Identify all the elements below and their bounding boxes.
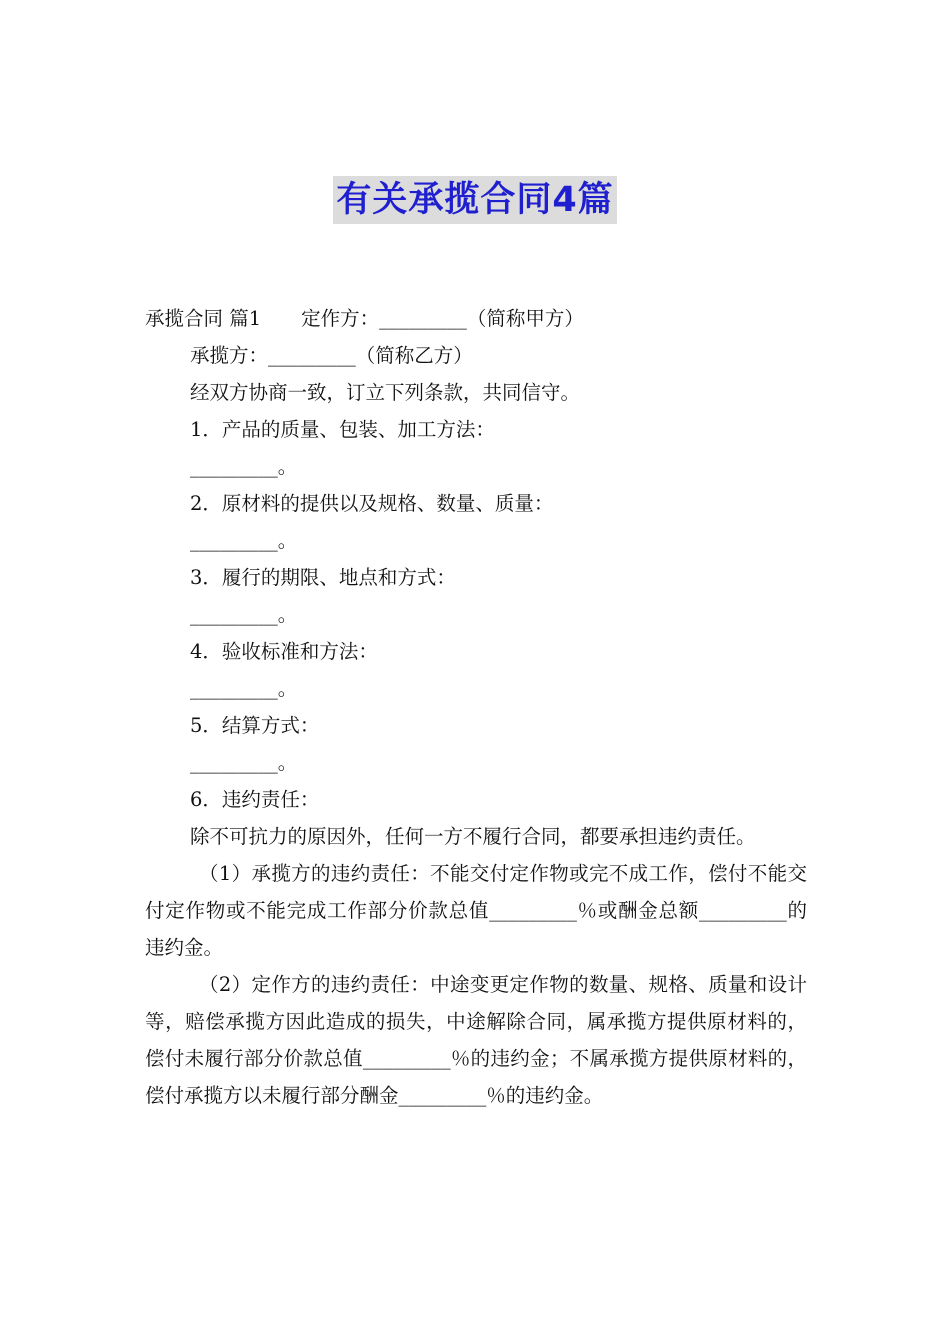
clause-4-blank: _________。: [190, 677, 298, 700]
line-heading-party-a: [145, 300, 807, 337]
clause-3: 3．履行的期限、地点和方式：: [190, 566, 456, 589]
clause-3-blank: _________。: [190, 603, 298, 626]
paragraph-orderer-liability: （2）定作方的违约责任：中途变更定作物的数量、规格、质量和设计等，赔偿承揽方因此造成的损失，中途解除合同，属承揽方提供原材料的，偿付未履行部分价款总值_________％的违约金；不属承揽方提供原材料的，偿付承揽方以未履行部分酬金_________％的违约金。: [145, 973, 807, 1107]
clause-2-blank: _________。: [190, 529, 298, 552]
document-title: 有关承揽合同4篇: [333, 176, 616, 224]
clause-5-blank: _________。: [190, 751, 298, 774]
agreement-line: 经双方协商一致，订立下列条款，共同信守。: [190, 381, 581, 404]
section-label: 承揽合同 篇1: [145, 307, 262, 330]
clause-4: 4．验收标准和方法：: [190, 640, 378, 663]
paragraph-contractor-liability: （1）承揽方的违约责任：不能交付定作物或完不成工作，偿付不能交付定作物或不能完成工作部分价款总值_________％或酬金总额_________的违约金。: [145, 862, 807, 959]
clause-6: 6．违约责任：: [190, 788, 320, 811]
party-a-line: 定作方：_________（简称甲方）: [301, 307, 584, 330]
clause-1-blank: _________。: [190, 455, 298, 478]
clause-5: 5．结算方式：: [190, 714, 320, 737]
clause-1: 1．产品的质量、包装、加工方法：: [190, 418, 495, 441]
paragraph-force-majeure: 除不可抗力的原因外，任何一方不履行合同，都要承担违约责任。: [190, 825, 756, 848]
party-b-line: 承揽方：_________（简称乙方）: [190, 344, 473, 367]
contract-body: [145, 300, 807, 1114]
clause-2: 2．原材料的提供以及规格、数量、质量：: [190, 492, 554, 515]
title-container: [0, 176, 950, 224]
